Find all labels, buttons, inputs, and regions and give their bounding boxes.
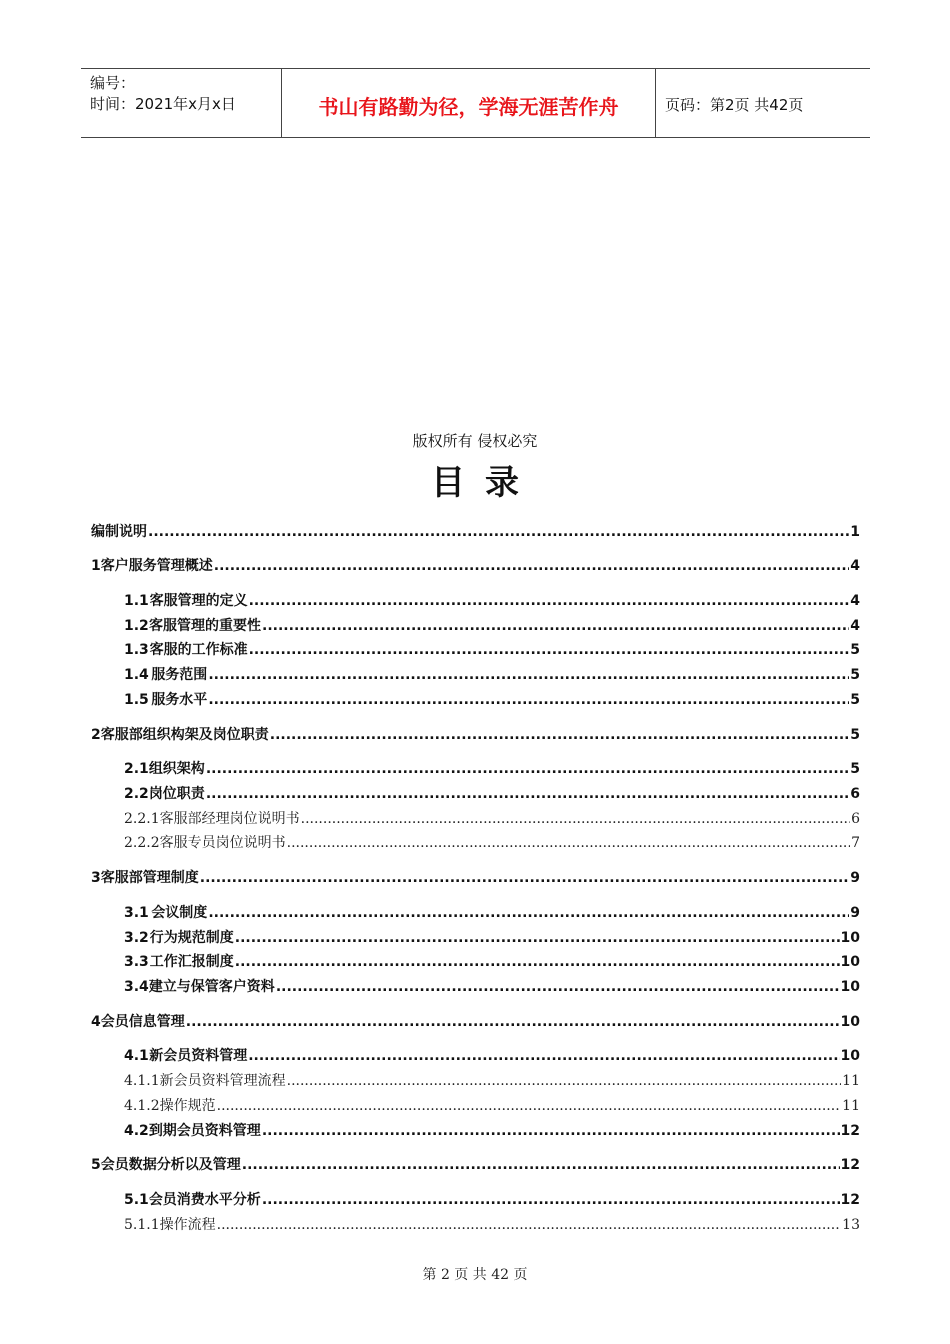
toc-entry-page: 7 — [851, 835, 860, 851]
toc-entry-title: 操作规范 — [159, 1098, 216, 1114]
toc-entry[interactable] — [124, 615, 860, 635]
toc-entry-number: 2.2 — [124, 786, 149, 802]
toc-entry-number: 5.1.1 — [124, 1217, 160, 1233]
toc-leader-dots — [206, 785, 849, 803]
toc-entry[interactable] — [124, 689, 860, 709]
toc-entry-title: 客服管理的定义 — [149, 593, 248, 609]
toc-entry-title: 客服部管理制度 — [100, 870, 199, 886]
toc-entry-title: 会员信息管理 — [100, 1014, 185, 1030]
toc-entry-number: 4.1.1 — [124, 1073, 160, 1089]
toc-entry[interactable] — [91, 724, 860, 744]
toc-entry-page: 5 — [850, 761, 860, 777]
toc-entry[interactable] — [91, 521, 860, 541]
toc-entry-page: 5 — [850, 692, 860, 708]
toc-entry[interactable] — [124, 590, 860, 610]
toc-entry-page: 10 — [840, 1048, 860, 1064]
toc-entry-page: 11 — [842, 1073, 860, 1089]
toc-entry-page: 6 — [851, 811, 860, 827]
toc-entry-title: 行为规范制度 — [149, 930, 234, 946]
toc-entry-title: 编制说明 — [91, 524, 147, 540]
toc-entry[interactable] — [124, 783, 860, 803]
toc-entry[interactable] — [124, 1045, 860, 1065]
toc-leader-dots — [235, 929, 840, 947]
toc-entry-title: 客服的工作标准 — [149, 642, 248, 658]
toc-leader-dots — [214, 557, 850, 575]
toc-entry-page: 13 — [842, 1217, 860, 1233]
toc-entry-page: 12 — [840, 1157, 860, 1173]
page-footer: 第 2 页 共 42 页 — [422, 1267, 528, 1283]
toc-leader-dots — [276, 978, 840, 996]
toc-entry-number: 3.3 — [124, 954, 149, 970]
toc-entry[interactable] — [124, 976, 860, 996]
toc-entry-number: 3.4 — [124, 979, 149, 995]
toc-entry-number: 1.2 — [124, 618, 149, 634]
toc-entry[interactable] — [124, 1070, 860, 1090]
toc-entry[interactable] — [124, 1095, 860, 1115]
toc-leader-dots — [249, 592, 850, 610]
date-line: 时间：2021年x月x日 — [90, 95, 236, 113]
toc-entry-title: 工作汇报制度 — [149, 954, 234, 970]
toc-entry-number: 5.1 — [124, 1192, 149, 1208]
toc-entry-number: 5 — [91, 1157, 101, 1173]
toc-entry-page: 5 — [850, 727, 860, 743]
toc-entry-number: 4.1.2 — [124, 1098, 160, 1114]
toc-title: 目录 — [431, 463, 539, 503]
toc-entry-number: 4 — [91, 1014, 101, 1030]
page-info: 页码：第2页 共42页 — [665, 96, 804, 114]
toc-entry-number: 2.2.2 — [124, 835, 160, 851]
toc-entry[interactable] — [124, 1214, 860, 1234]
toc-leader-dots — [262, 617, 849, 635]
toc-entry[interactable] — [124, 758, 860, 778]
toc-entry-title: 建立与保管客户资料 — [148, 979, 275, 995]
toc-leader-dots — [208, 691, 849, 709]
toc-leader-dots — [235, 953, 840, 971]
toc-entry-number: 2.1 — [124, 761, 149, 777]
toc-entry-page: 9 — [850, 905, 860, 921]
toc-entry-number: 4.2 — [124, 1123, 149, 1139]
toc-leader-dots — [301, 810, 850, 828]
toc-leader-dots — [186, 1013, 840, 1031]
toc-leader-dots — [217, 1097, 842, 1115]
toc-entry-number: 2.2.1 — [124, 811, 160, 827]
toc-entry-page: 4 — [850, 618, 860, 634]
copyright-notice: 版权所有 侵权必究 — [412, 432, 538, 450]
toc-entry[interactable] — [124, 664, 860, 684]
toc-entry-page: 6 — [850, 786, 860, 802]
toc-entry-title: 客服部经理岗位说明书 — [159, 811, 300, 827]
toc-entry-title: 新会员资料管理 — [149, 1048, 248, 1064]
toc-entry-page: 9 — [850, 870, 860, 886]
toc-entry-number: 1.3 — [124, 642, 149, 658]
toc-entry[interactable] — [124, 639, 860, 659]
toc-entry-page: 10 — [840, 954, 860, 970]
toc-entry-title: 岗位职责 — [148, 786, 205, 802]
toc-entry[interactable] — [124, 1120, 860, 1140]
toc-entry[interactable] — [124, 902, 860, 922]
toc-entry-title: 客服部组织构架及岗位职责 — [100, 727, 269, 743]
toc-entry[interactable] — [124, 927, 860, 947]
toc-entry-number: 1 — [91, 558, 101, 574]
toc-leader-dots — [287, 834, 850, 852]
toc-entry-page: 5 — [850, 667, 860, 683]
toc-leader-dots — [262, 1122, 840, 1140]
toc-entry-number: 1.4 — [124, 667, 149, 683]
toc-entry-page: 10 — [840, 979, 860, 995]
toc-leader-dots — [217, 1216, 842, 1234]
toc-entry[interactable] — [124, 808, 860, 828]
toc-entry-title: 到期会员资料管理 — [148, 1123, 261, 1139]
toc-entry-title: 客户服务管理概述 — [100, 558, 213, 574]
toc-entry-number: 2 — [91, 727, 101, 743]
toc-entry-title: 客服管理的重要性 — [149, 618, 262, 634]
toc-entry-number: 1.5 — [124, 692, 149, 708]
toc-entry-page: 11 — [842, 1098, 860, 1114]
toc-entry[interactable] — [91, 867, 860, 887]
toc-entry-page: 12 — [840, 1123, 860, 1139]
serial-label: 编号： — [90, 74, 136, 92]
toc-leader-dots — [208, 904, 849, 922]
toc-leader-dots — [248, 1047, 839, 1065]
toc-leader-dots — [287, 1072, 842, 1090]
toc-leader-dots — [249, 641, 850, 659]
toc-leader-dots — [200, 869, 850, 887]
toc-entry-number: 4.1 — [124, 1048, 149, 1064]
toc-entry[interactable] — [91, 555, 860, 575]
toc-entry-number: 3.2 — [124, 930, 149, 946]
toc-entry[interactable] — [91, 1154, 860, 1174]
toc-entry-title: 会员数据分析以及管理 — [100, 1157, 241, 1173]
toc-entry-number: 3 — [91, 870, 101, 886]
toc-leader-dots — [148, 523, 849, 541]
toc-leader-dots — [242, 1156, 840, 1174]
toc-entry[interactable] — [124, 951, 860, 971]
toc-entry-title: 会议制度 — [151, 905, 208, 921]
toc-entry[interactable] — [124, 832, 860, 852]
toc-entry-page: 5 — [850, 642, 860, 658]
toc-entry-title: 会员消费水平分析 — [148, 1192, 261, 1208]
toc-entry-page: 12 — [840, 1192, 860, 1208]
motto-text: 书山有路勤为径，学海无涯苦作舟 — [318, 95, 619, 119]
toc-entry-title: 客服专员岗位说明书 — [159, 835, 286, 851]
toc-entry-title: 组织架构 — [148, 761, 205, 777]
toc-entry-page: 4 — [850, 593, 860, 609]
toc-leader-dots — [262, 1191, 840, 1209]
toc-entry-title: 新会员资料管理流程 — [159, 1073, 286, 1089]
toc-entry-title: 操作流程 — [159, 1217, 216, 1233]
toc-leader-dots — [270, 726, 850, 744]
toc-entry[interactable] — [91, 1011, 860, 1031]
toc-entry-number: 1.1 — [124, 593, 149, 609]
toc-leader-dots — [206, 760, 849, 778]
toc-leader-dots — [208, 666, 849, 684]
toc-entry-title: 服务水平 — [151, 692, 208, 708]
toc-entry-page: 4 — [850, 558, 860, 574]
toc-entry-page: 10 — [840, 930, 860, 946]
toc-entry-title: 服务范围 — [151, 667, 208, 683]
toc-entry[interactable] — [124, 1189, 860, 1209]
toc-entry-page: 10 — [840, 1014, 860, 1030]
toc-entry-page: 1 — [850, 524, 860, 540]
toc-entry-number: 3.1 — [124, 905, 149, 921]
